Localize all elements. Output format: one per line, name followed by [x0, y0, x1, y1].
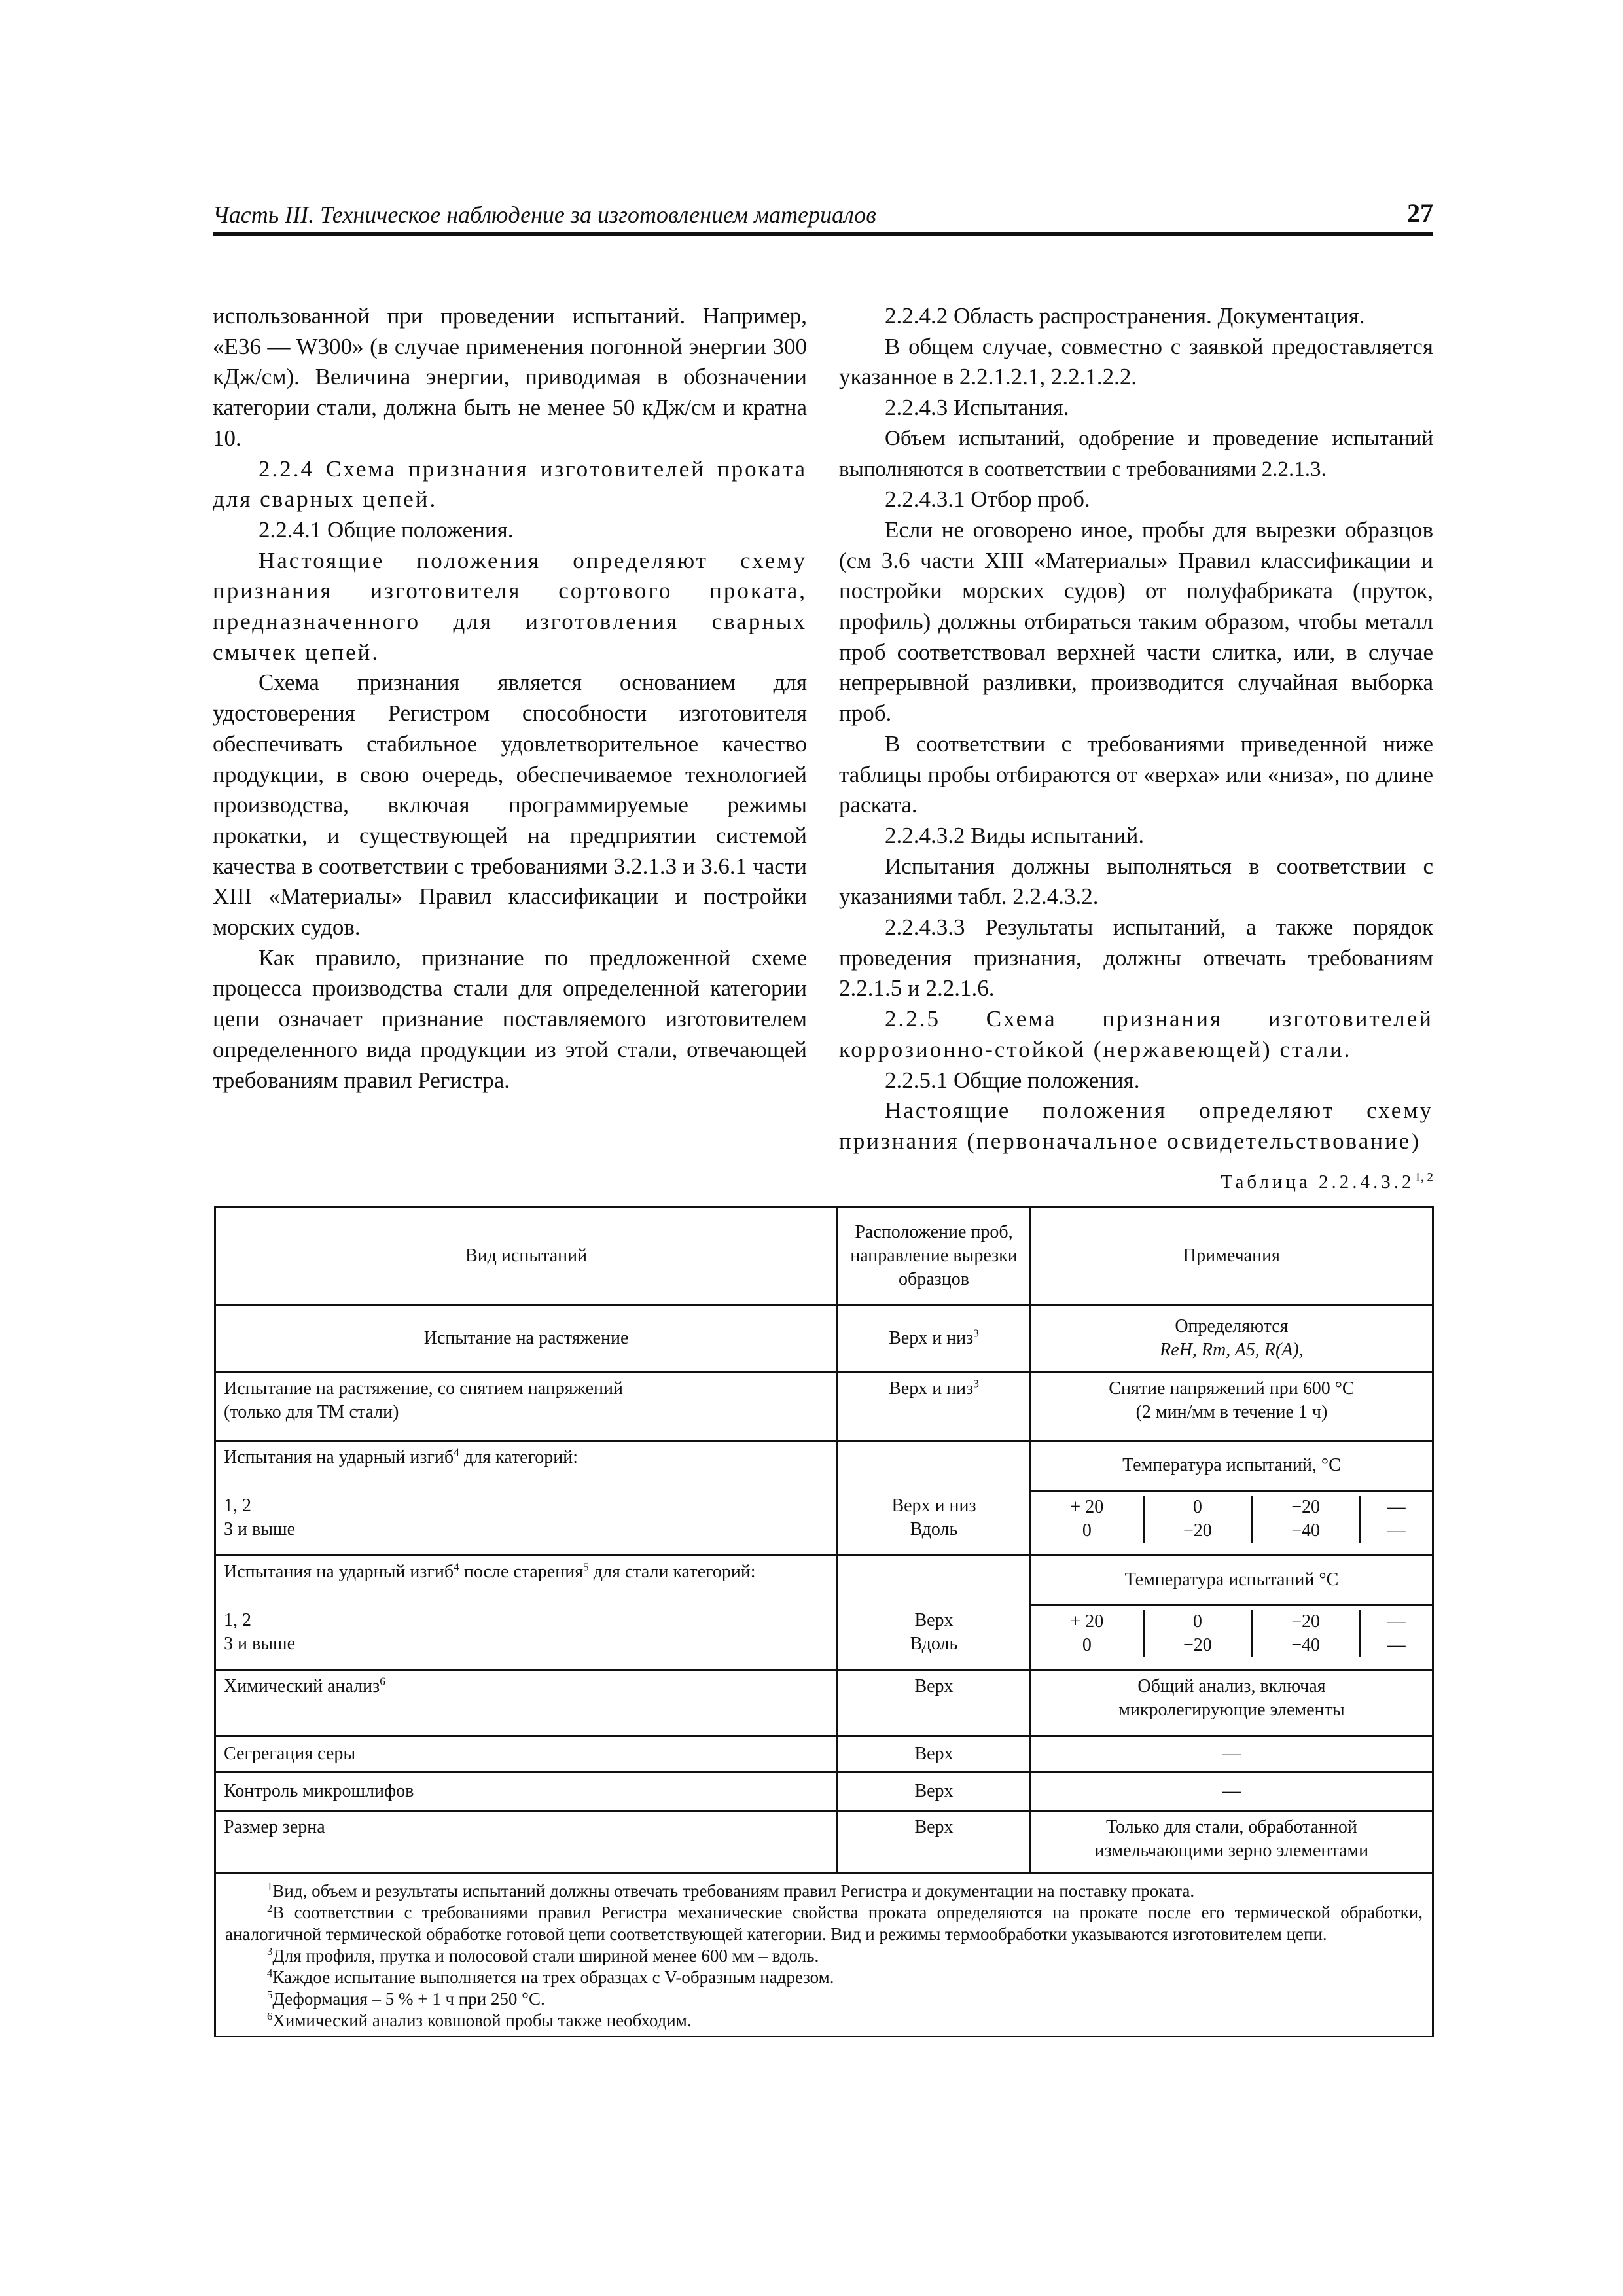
- tensile-properties: ReH, Rm, A5, R(A),: [1160, 1340, 1304, 1360]
- row-impact-aged-temp-header: Температура испытаний °С: [1030, 1556, 1433, 1605]
- row-impact-aged-location-top: [838, 1556, 1031, 1605]
- table-caption: [982, 1172, 1433, 1193]
- row-grain-note: Только для стали, обработанной измельчающими зерно элементами: [1030, 1811, 1433, 1873]
- section-heading: 2.2.5 Схема признания изготовителей коррозионно-стойкой (нержавеющей) стали.: [839, 1006, 1433, 1062]
- table-row: [215, 1670, 1433, 1736]
- row-tensile-sr-location: Верх и низ$^3$: [838, 1372, 1031, 1441]
- row-impact-aged-temperatures: [1030, 1605, 1433, 1670]
- table-caption-sup: 1, 2: [1414, 1170, 1433, 1185]
- paragraph: Объем испытаний, одобрение и проведение испытаний выполняются в соответствии с требованиями 2.2.1.3.: [839, 426, 1433, 481]
- temp-cell: −40: [1252, 1519, 1360, 1543]
- row-micro-note: —: [1030, 1772, 1433, 1811]
- table-row: [215, 1772, 1433, 1811]
- paragraph: Настоящие положения определяют схему признания (первоначальное освидетельствование): [839, 1098, 1433, 1154]
- temp-cell: 0: [1143, 1610, 1251, 1634]
- table-row: [215, 1811, 1433, 1873]
- row-impact-temp-header: Температура испытаний, °С: [1030, 1441, 1433, 1491]
- running-header: [213, 200, 1433, 236]
- temp-cell: 0: [1082, 1520, 1092, 1541]
- row-tensile-sr-name: Испытание на растяжение, со снятием напряжений (только для ТМ стали): [215, 1372, 838, 1441]
- temp-cell: −20: [1143, 1519, 1251, 1543]
- row-impact-aged-name: Испытания на ударный изгиб$^4$ после старения$^5$ для стали категорий:: [215, 1556, 838, 1605]
- temp-cell: −20: [1143, 1634, 1251, 1657]
- row-impact-aged-categories: 1, 2 3 и выше: [215, 1605, 838, 1670]
- table-row: [215, 1490, 1433, 1556]
- row-chemical-location: Верх: [838, 1670, 1031, 1736]
- subsection-heading: 2.2.4.3.2 Виды испытаний.: [885, 822, 1145, 848]
- table-row: [215, 1372, 1433, 1441]
- row-micro-location: Верх: [838, 1772, 1031, 1811]
- temp-cell: −20: [1252, 1496, 1360, 1519]
- row-sulfur-location: Верх: [838, 1736, 1031, 1772]
- table-caption-text: Таблица 2.2.4.3.2: [1221, 1172, 1415, 1193]
- footnote: $^1$Вид, объем и результаты испытаний должны отвечать требованиям правил Регистра и документации на поставку проката.: [267, 1880, 1195, 1901]
- temp-cell: —: [1360, 1634, 1432, 1657]
- temp-cell: —: [1360, 1496, 1432, 1519]
- test-requirements-table: [214, 1206, 1434, 2037]
- row-impact-aged-locations: Верх Вдоль: [838, 1605, 1031, 1670]
- temp-cell: 0: [1082, 1634, 1092, 1655]
- right-column: [839, 301, 1433, 1157]
- temp-cell: + 20: [1070, 1496, 1104, 1517]
- subsection-heading: 2.2.4.2 Область распространения. Документация.: [885, 303, 1365, 329]
- temp-cell: + 20: [1070, 1611, 1104, 1632]
- row-impact-categories: 1, 2 3 и выше: [215, 1490, 838, 1556]
- table-row: [215, 1441, 1433, 1491]
- row-tensile-location: Верх и низ$^3$: [838, 1305, 1031, 1372]
- row-impact-location-top: [838, 1441, 1031, 1491]
- temp-cell: —: [1360, 1610, 1432, 1634]
- temp-cell: −40: [1252, 1634, 1360, 1657]
- table-footnotes: [215, 1873, 1433, 2037]
- row-sulfur-note: —: [1030, 1736, 1433, 1772]
- section-heading: 2.2.4 Схема признания изготовителей проката для сварных цепей.: [213, 456, 807, 512]
- subsection-heading: 2.2.4.1 Общие положения.: [259, 516, 514, 543]
- subsection-heading: 2.2.4.3.1 Отбор проб.: [885, 486, 1090, 512]
- row-tensile-name: Испытание на растяжение: [215, 1305, 838, 1372]
- paragraph: Схема признания является основанием для удостоверения Регистром способности изготовителя обеспечивать стабильное удовлетворительное качество продукции, в свою очередь, обеспечиваемое технологией производства, включая программируемые режимы прокатки, и существующей на предприятии системой качества в соответствии с требованиями 3.2.1.3 и 3.6.1 части XIII «Материалы» Правил классификации и постройки морских судов.: [213, 670, 807, 941]
- footnote: $^6$Химический анализ ковшовой пробы также необходим.: [267, 2010, 692, 2030]
- header-notes: Примечания: [1030, 1207, 1433, 1305]
- row-sulfur-name: Сегрегация серы: [215, 1736, 838, 1772]
- paragraph: Настоящие положения определяют схему признания изготовителя сортового проката, предназначенного для изготовления сварных смычек цепей.: [213, 547, 807, 665]
- table-header-row: [215, 1207, 1433, 1305]
- subsection-heading: 2.2.4.3 Испытания.: [885, 395, 1069, 421]
- footnote: $^4$Каждое испытание выполняется на трех образцах с V-образным надрезом.: [267, 1967, 834, 1987]
- paragraph: 2.2.4.3.3 Результаты испытаний, а также порядок проведения признания, должны отвечать требованиям 2.2.1.5 и 2.2.1.6.: [839, 914, 1433, 1001]
- header-location: Расположение проб, направление вырезки образцов: [838, 1207, 1031, 1305]
- temp-cell: 0: [1143, 1496, 1251, 1519]
- paragraph: Как правило, признание по предложенной схеме процесса производства стали для определенной категории цепи означает признание поставляемого изготовителем определенного вида продукции из этой стали, отвечающей требованиям правил Регистра.: [213, 944, 807, 1093]
- row-tensile-note: Определяются ReH, Rm, A5, R(A),: [1030, 1305, 1433, 1372]
- footnote: $^5$Деформация – 5 % + 1 ч при 250 °С.: [267, 1988, 545, 2009]
- row-micro-name: Контроль микрошлифов: [215, 1772, 838, 1811]
- page-number: 27: [1407, 198, 1433, 228]
- footnote: $^2$В соответствии с требованиями правил Регистра механические свойства проката определяются на прокате после его термической обработки, аналогичной термической обработке готовой цепи соответствующей категории. Вид и режимы термообработки указываются изготовителем цепи.: [225, 1902, 1423, 1944]
- table-row: [215, 1605, 1433, 1670]
- temp-cell: —: [1360, 1519, 1432, 1543]
- subsection-heading: 2.2.5.1 Общие положения.: [885, 1067, 1140, 1093]
- row-impact-locations: Верх и низ Вдоль: [838, 1490, 1031, 1556]
- left-column: [213, 301, 807, 1096]
- table-footnotes-row: [215, 1873, 1433, 2037]
- temp-cell: −20: [1252, 1610, 1360, 1634]
- row-impact-temperatures: [1030, 1490, 1433, 1556]
- paragraph: В соответствии с требованиями приведенной ниже таблицы пробы отбираются от «верха» или «низа», по длине раската.: [839, 730, 1433, 818]
- table-row: [215, 1305, 1433, 1372]
- row-chemical-name: Химический анализ$^6$: [215, 1670, 838, 1736]
- row-impact-name: Испытания на ударный изгиб$^4$ для категорий:: [215, 1441, 838, 1491]
- row-tensile-sr-note: Снятие напряжений при 600 °С (2 мин/мм в течение 1 ч): [1030, 1372, 1433, 1441]
- footnote: $^3$Для профиля, прутка и полосовой стали шириной менее 600 мм – вдоль.: [267, 1945, 819, 1965]
- table-row: [215, 1736, 1433, 1772]
- header-test-type: Вид испытаний: [215, 1207, 838, 1305]
- row-grain-name: Размер зерна: [215, 1811, 838, 1873]
- row-chemical-note: Общий анализ, включая микролегирующие элементы: [1030, 1670, 1433, 1736]
- paragraph: Испытания должны выполняться в соответствии с указаниями табл. 2.2.4.3.2.: [839, 853, 1433, 910]
- paragraph: В общем случае, совместно с заявкой предоставляется указанное в 2.2.1.2.1, 2.2.1.2.2.: [839, 333, 1433, 390]
- row-grain-location: Верх: [838, 1811, 1031, 1873]
- paragraph: Если не оговорено иное, пробы для вырезки образцов (см 3.6 части XIII «Материалы» Правил классификации и постройки морских судов) от полуфабриката (пруток, профиль) должны отбираться таким образом, чтобы металл проб соответствовал верхней части слитка, или, в случае непрерывной разливки, производится случайная выборка проб.: [839, 516, 1433, 726]
- paragraph: использованной при проведении испытаний. Например, «E36 — W300» (в случае применения погонной энергии 300 кДж/см). Величина энергии, приводимая в обозначении категории стали, должна быть не менее 50 кДж/см и кратна 10.: [213, 303, 807, 451]
- header-title: Часть III. Техническое наблюдение за изготовлением материалов: [213, 202, 876, 228]
- table-row: [215, 1556, 1433, 1605]
